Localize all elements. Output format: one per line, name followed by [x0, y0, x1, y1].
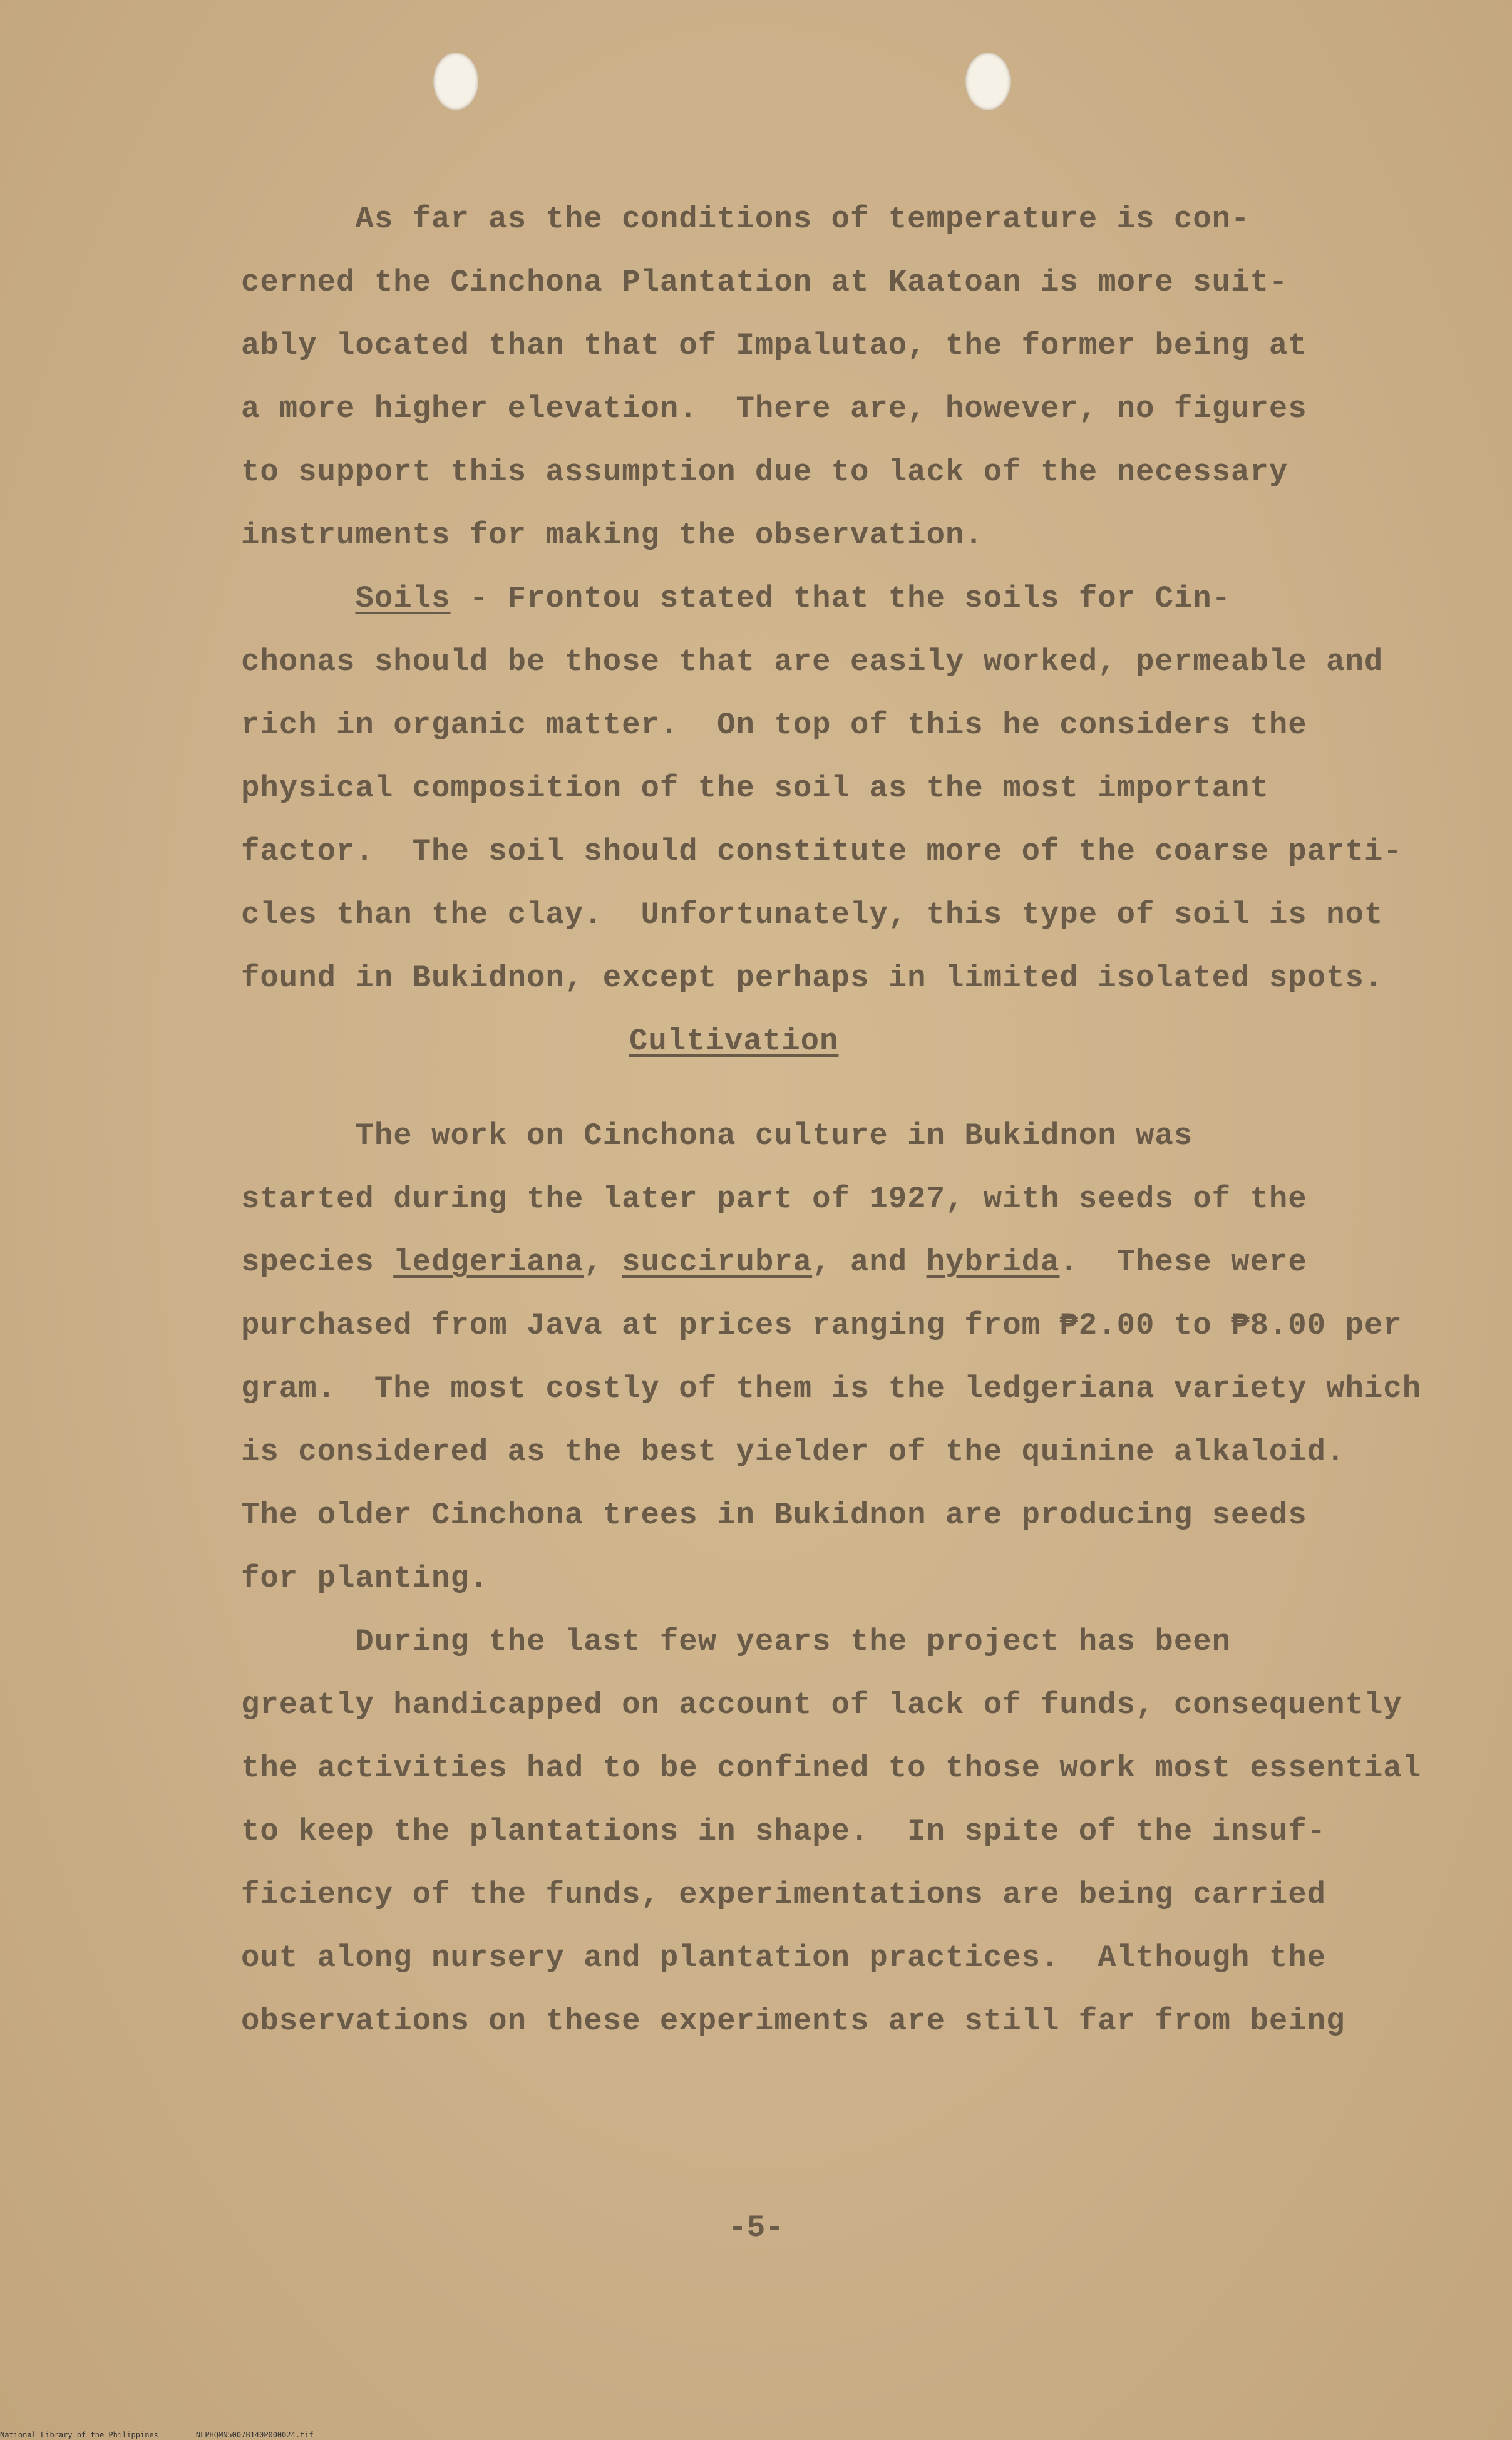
scan-footer: [0, 2431, 351, 2439]
paragraph-temperature: [241, 188, 1418, 567]
text-line: [241, 567, 1418, 631]
text-line: the activities had to be confined to those work most essential: [241, 1751, 1422, 1786]
text-line: cerned the Cinchona Plantation at Kaatoan is more suit-: [241, 265, 1288, 300]
species-name: hybrida: [926, 1245, 1060, 1280]
text-line: cles than the clay. Unfortunately, this type of soil is not: [241, 897, 1384, 932]
text-line: The work on Cinchona culture in Bukidnon was: [241, 1118, 1193, 1153]
file-id: NLPHQMN5007B140P000024.tif: [195, 2431, 314, 2439]
text-line: to keep the plantations in shape. In spite of the insuf-: [241, 1814, 1327, 1849]
text-line: for planting.: [241, 1561, 489, 1596]
text-line: chonas should be those that are easily worked, permeable and: [241, 644, 1384, 679]
paragraph-cultivation: [241, 1104, 1422, 1610]
text-line: gram. The most costly of them is the ledgeriana variety which: [241, 1371, 1422, 1406]
text-line: a more higher elevation. There are, however, no figures: [241, 391, 1307, 426]
section-heading: Cultivation: [629, 1024, 839, 1059]
text-line: ably located than that of Impalutao, the former being at: [241, 328, 1307, 363]
text-line: ficiency of the funds, experimentations are being carried: [241, 1877, 1327, 1912]
text-line: factor. The soil should constitute more of the coarse parti-: [241, 834, 1402, 869]
text-line: started during the later part of 1927, with seeds of the: [241, 1181, 1307, 1217]
library-credit: National Library of the Philippines: [0, 2431, 158, 2439]
text-line: As far as the conditions of temperature is con-: [241, 202, 1250, 237]
text-line: physical composition of the soil as the most important: [241, 771, 1269, 806]
punch-hole: [965, 53, 1011, 110]
typed-text-body: [241, 188, 1422, 2053]
text-line: found in Bukidnon, except perhaps in limited isolated spots.: [241, 960, 1384, 996]
text-line: purchased from Java at prices ranging from ₱2.00 to ₱8.00 per: [241, 1308, 1402, 1343]
section-heading-row: [241, 1010, 1418, 1104]
species-name: succirubra: [622, 1245, 813, 1280]
text-line: The older Cinchona trees in Bukidnon are producing seeds: [241, 1498, 1307, 1533]
soils-heading: Soils: [355, 581, 451, 616]
text-run: . These were: [1059, 1245, 1307, 1280]
text-line: out along nursery and plantation practices. Although the: [241, 1940, 1327, 1975]
paragraph-soils: [241, 567, 1418, 1010]
text-line: to support this assumption due to lack of the necessary: [241, 455, 1288, 490]
text-line: is considered as the best yielder of the quinine alkaloid.: [241, 1434, 1345, 1470]
text-run: ,: [584, 1245, 622, 1280]
species-name: ledgeriana: [393, 1245, 584, 1280]
punch-hole: [433, 53, 478, 110]
text-line: rich in organic matter. On top of this he considers the: [241, 708, 1307, 743]
page-number: -5-: [728, 2210, 784, 2245]
text-line: instruments for making the observation.: [241, 518, 984, 553]
text-run: species: [241, 1245, 394, 1280]
text-line: During the last few years the project has been: [241, 1624, 1232, 1659]
text-line: greatly handicapped on account of lack of funds, consequently: [241, 1687, 1402, 1722]
text-line: observations on these experiments are still far from being: [241, 2004, 1345, 2039]
indent: [241, 581, 355, 616]
paragraph-funding: [241, 1610, 1422, 2053]
text-run: , and: [812, 1245, 927, 1280]
text-line: [241, 1231, 1418, 1294]
text-run: - Frontou stated that the soils for Cin-: [450, 581, 1232, 616]
